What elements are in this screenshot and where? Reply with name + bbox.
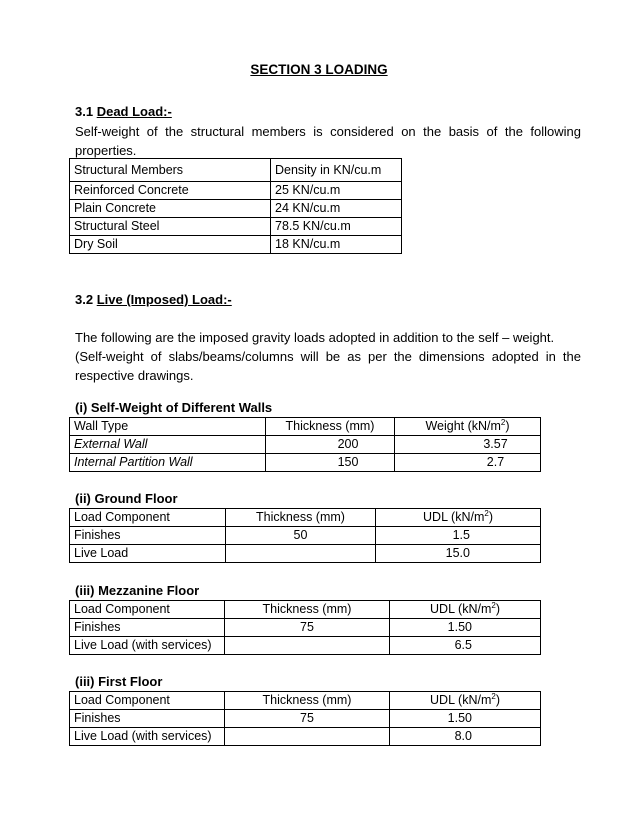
- table-cell: Dry Soil: [70, 236, 271, 254]
- table-header-cell: Load Component: [70, 692, 225, 710]
- ground-floor-table: [69, 508, 541, 563]
- table-row: [70, 710, 541, 728]
- unit-text: UDL (kN/m: [430, 602, 492, 616]
- table-header-cell: Thickness (mm): [266, 418, 395, 436]
- table-header-cell: Thickness (mm): [225, 692, 390, 710]
- dead-load-number: 3.1: [75, 104, 94, 119]
- unit-close: ): [488, 510, 493, 524]
- table-header-cell: Wall Type: [70, 418, 266, 436]
- table-row: [70, 454, 541, 472]
- first-floor-heading: (iii) First Floor: [75, 674, 163, 689]
- table-row: [70, 436, 541, 454]
- table-cell: 3.57: [395, 436, 541, 454]
- table-cell: Reinforced Concrete: [70, 182, 271, 200]
- table-cell: Finishes: [70, 527, 226, 545]
- table-cell: 1.50: [390, 619, 541, 637]
- table-row: [70, 728, 541, 746]
- table-header-row: [70, 418, 541, 436]
- live-load-title: Live (Imposed) Load:-: [96, 292, 232, 307]
- table-cell: 8.0: [390, 728, 541, 746]
- live-load-number: 3.2: [75, 292, 94, 307]
- table-cell: Live Load: [70, 545, 226, 563]
- dead-load-heading: [75, 104, 172, 119]
- mezzanine-floor-table: [69, 600, 541, 655]
- table-cell: 150: [266, 454, 395, 472]
- table-cell: 1.5: [376, 527, 541, 545]
- table-cell: 75: [225, 710, 390, 728]
- table-cell: 200: [266, 436, 395, 454]
- table-row: [70, 182, 402, 200]
- live-load-heading: [75, 292, 232, 307]
- table-header-cell: [395, 418, 541, 436]
- table-cell: 2.7: [395, 454, 541, 472]
- table-header-cell: Thickness (mm): [225, 601, 390, 619]
- table-header-row: [70, 509, 541, 527]
- table-row: [70, 637, 541, 655]
- table-header-cell: [390, 601, 541, 619]
- table-row: [70, 619, 541, 637]
- unit-superscript: 2: [491, 691, 496, 701]
- table-row: [70, 218, 402, 236]
- unit-text: UDL (kN/m: [423, 510, 485, 524]
- table-cell: Live Load (with services): [70, 728, 225, 746]
- mezzanine-floor-heading: (iii) Mezzanine Floor: [75, 583, 200, 598]
- table-header-cell: Load Component: [70, 601, 225, 619]
- table-cell: Finishes: [70, 619, 225, 637]
- dead-load-title: Dead Load:-: [96, 104, 172, 119]
- unit-close: ): [495, 602, 500, 616]
- unit-superscript: 2: [500, 417, 506, 427]
- table-cell: [226, 545, 376, 563]
- unit-text: UDL (kN/m: [430, 693, 492, 707]
- table-header-row: [70, 601, 541, 619]
- unit-superscript: 2: [491, 600, 496, 610]
- live-load-paragraph-2: (Self-weight of slabs/beams/columns will be as per the dimensions adopted in the respective drawings.: [75, 349, 581, 383]
- table-row: [70, 545, 541, 563]
- table-cell: 6.5: [390, 637, 541, 655]
- dead-load-paragraph: Self-weight of the structural members is considered on the basis of the following properties.: [75, 124, 581, 158]
- table-cell: 15.0: [376, 545, 541, 563]
- unit-superscript: 2: [484, 508, 489, 518]
- table-cell: 78.5 KN/cu.m: [271, 218, 402, 236]
- table-cell: 1.50: [390, 710, 541, 728]
- table-row: [70, 236, 402, 254]
- unit-close: ): [495, 693, 500, 707]
- table-cell: Plain Concrete: [70, 200, 271, 218]
- table-cell: 25 KN/cu.m: [271, 182, 402, 200]
- table-cell: 75: [225, 619, 390, 637]
- table-cell: External Wall: [70, 436, 266, 454]
- ground-floor-heading: (ii) Ground Floor: [75, 491, 178, 506]
- unit-text: Weight (kN/m: [425, 419, 501, 433]
- table-cell: 24 KN/cu.m: [271, 200, 402, 218]
- table-header-cell: [390, 692, 541, 710]
- table-cell: Finishes: [70, 710, 225, 728]
- table-cell: [225, 728, 390, 746]
- table-header-cell: [376, 509, 541, 527]
- table-header-cell: Thickness (mm): [226, 509, 376, 527]
- live-load-paragraph-1: The following are the imposed gravity loads adopted in addition to the self – weight.: [75, 330, 555, 345]
- walls-table: [69, 417, 541, 472]
- table-cell: 18 KN/cu.m: [271, 236, 402, 254]
- table-cell: [225, 637, 390, 655]
- dead-load-table: [69, 158, 402, 254]
- section-title: SECTION 3 LOADING: [250, 62, 388, 77]
- table-cell: 50: [226, 527, 376, 545]
- walls-heading: (i) Self-Weight of Different Walls: [75, 400, 273, 415]
- table-row: [70, 200, 402, 218]
- table-header-cell: Load Component: [70, 509, 226, 527]
- table-row: [70, 527, 541, 545]
- table-cell: Internal Partition Wall: [70, 454, 266, 472]
- unit-close: ): [505, 419, 510, 433]
- table-header-row: [70, 692, 541, 710]
- table-header-cell: Density in KN/cu.m: [271, 159, 402, 182]
- table-cell: Live Load (with services): [70, 637, 225, 655]
- table-header-cell: Structural Members: [70, 159, 271, 182]
- first-floor-table: [69, 691, 541, 746]
- table-header-row: [70, 159, 402, 182]
- table-cell: Structural Steel: [70, 218, 271, 236]
